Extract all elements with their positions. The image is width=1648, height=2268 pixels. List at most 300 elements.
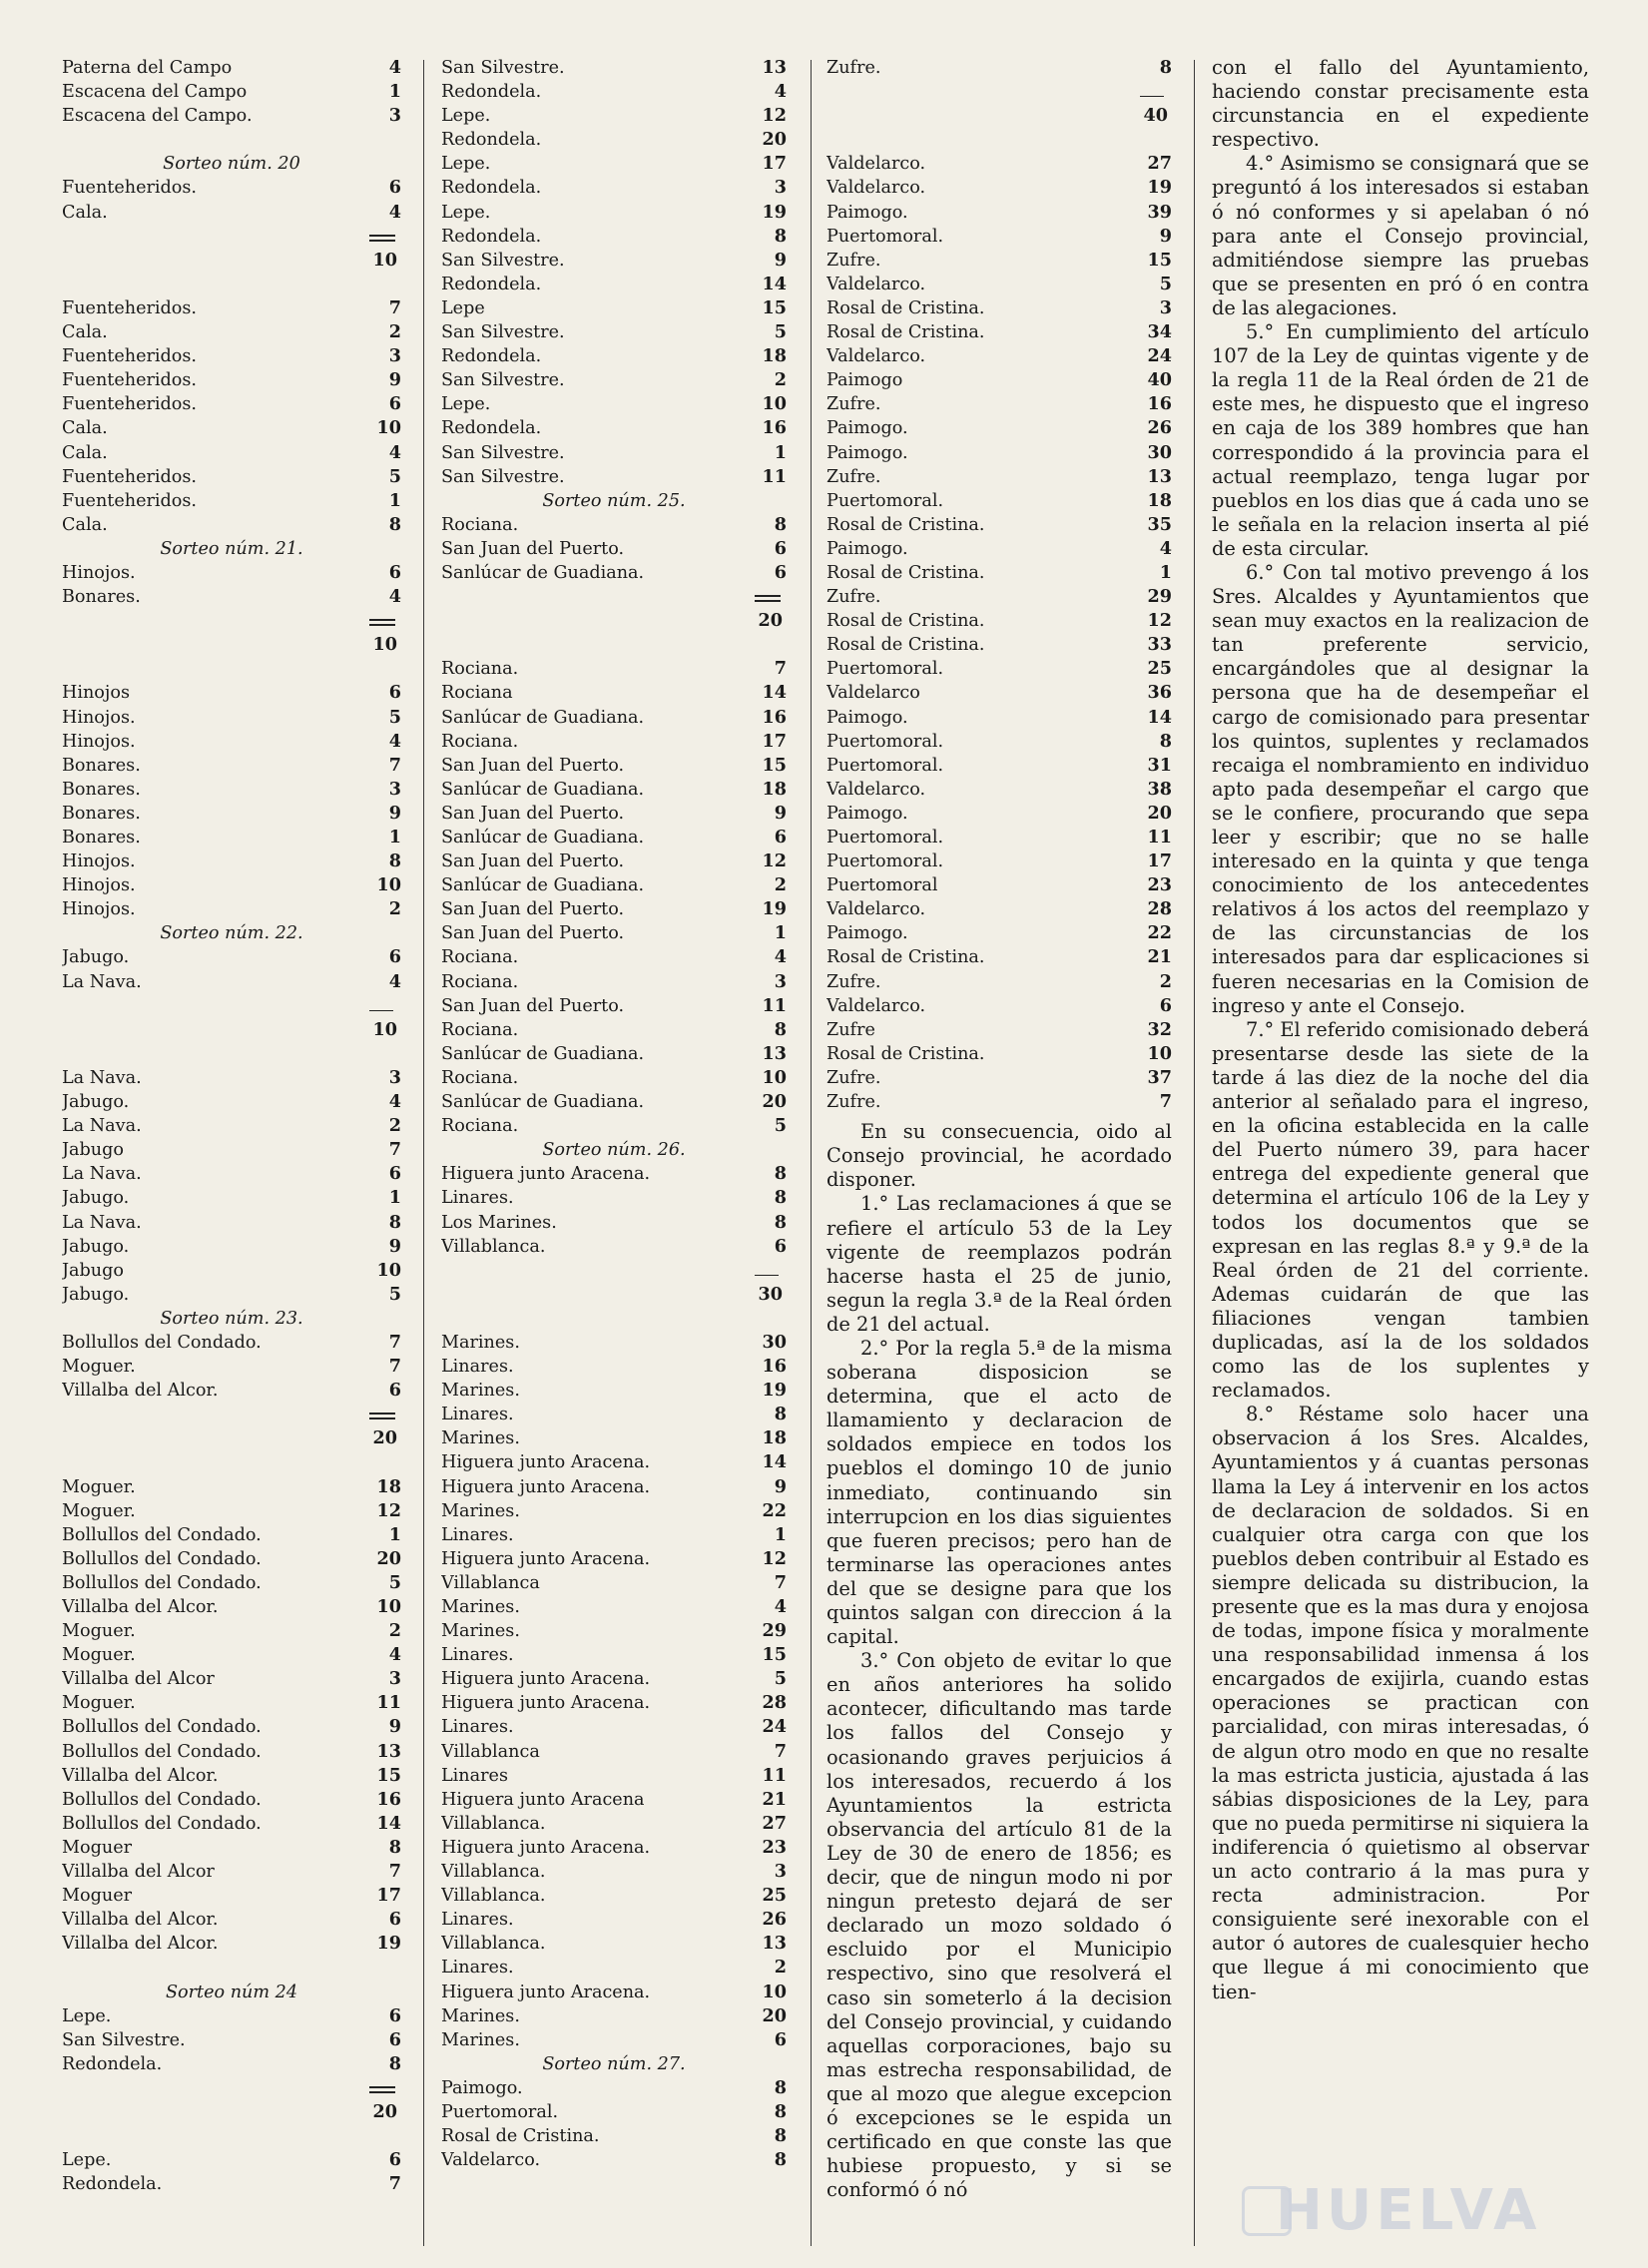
list-item bbox=[441, 561, 787, 585]
town-name: Paimogo bbox=[826, 370, 903, 391]
list-item bbox=[826, 561, 1172, 585]
draw-number: 5 bbox=[388, 706, 401, 728]
town-name: Fuenteheridos. bbox=[62, 394, 198, 415]
draw-number: 11 bbox=[1147, 827, 1172, 848]
town-name: Paimogo. bbox=[826, 707, 908, 728]
draw-number: 28 bbox=[1147, 898, 1172, 920]
list-item bbox=[62, 344, 401, 368]
list-item bbox=[62, 1283, 401, 1307]
town-name: La Nava. bbox=[62, 971, 142, 992]
double-rule-mark bbox=[755, 595, 781, 602]
draw-number: 19 bbox=[376, 1933, 401, 1955]
town-name: Moguer. bbox=[62, 1476, 136, 1497]
draw-number: 1 bbox=[388, 1523, 401, 1545]
list-item bbox=[62, 2172, 401, 2196]
draw-number: 6 bbox=[388, 1380, 401, 1402]
draw-number: 15 bbox=[376, 1764, 401, 1786]
draw-number: 6 bbox=[388, 2004, 401, 2026]
list-item bbox=[441, 273, 787, 296]
draw-number: 12 bbox=[762, 850, 787, 872]
sorteo-heading: Sorteo núm. 26. bbox=[542, 1140, 686, 1161]
town-name: Zufre. bbox=[826, 466, 881, 487]
town-name: Bollullos del Condado. bbox=[62, 1813, 262, 1834]
draw-number: 13 bbox=[762, 1042, 787, 1064]
town-name: Hinojos. bbox=[62, 731, 136, 752]
list-item bbox=[441, 1090, 787, 1114]
draw-number: 7 bbox=[774, 1740, 787, 1762]
list-item bbox=[62, 1379, 401, 1403]
list-item bbox=[62, 778, 401, 802]
town-name: Valdelarco. bbox=[826, 346, 926, 367]
list-item bbox=[441, 897, 787, 921]
draw-number: 6 bbox=[388, 177, 401, 199]
town-name: Fuenteheridos. bbox=[62, 490, 198, 511]
draw-number: 6 bbox=[774, 827, 787, 848]
draw-number: 9 bbox=[774, 1475, 787, 1497]
draw-number: 4 bbox=[388, 1644, 401, 1666]
draw-number: 13 bbox=[376, 1740, 401, 1762]
town-name: San Juan del Puerto. bbox=[441, 923, 625, 944]
list-item bbox=[441, 1740, 787, 1764]
draw-number: 26 bbox=[1147, 417, 1172, 439]
list-item bbox=[826, 706, 1172, 730]
list-item bbox=[62, 1523, 401, 1547]
draw-number: 9 bbox=[774, 249, 787, 271]
list-item bbox=[441, 994, 787, 1018]
town-name: Higuera junto Aracena. bbox=[441, 1452, 651, 1473]
town-name: Bollullos del Condado. bbox=[62, 1572, 262, 1593]
list-item bbox=[826, 921, 1172, 945]
town-name: Bollullos del Condado. bbox=[62, 1717, 262, 1738]
town-name: San Silvestre. bbox=[441, 250, 565, 271]
town-name: Higuera junto Aracena. bbox=[441, 1164, 651, 1185]
list-item bbox=[441, 1981, 787, 2004]
dash-rule-mark bbox=[369, 1010, 393, 1011]
list-item bbox=[441, 681, 787, 705]
list-item bbox=[62, 2052, 401, 2076]
list-item bbox=[441, 152, 787, 176]
town-name: Paimogo. bbox=[441, 2077, 523, 2098]
list-item bbox=[441, 176, 787, 200]
draw-number: 10 bbox=[762, 393, 787, 415]
town-name: Redondela. bbox=[441, 178, 542, 199]
town-name: Fuenteheridos. bbox=[62, 370, 198, 391]
draw-number: 5 bbox=[388, 1571, 401, 1593]
list-item bbox=[441, 1788, 787, 1812]
town-name: Hinojos. bbox=[62, 899, 136, 920]
list-item bbox=[826, 1066, 1172, 1090]
town-name: Puertomoral. bbox=[826, 731, 944, 752]
draw-number: 6 bbox=[774, 2028, 787, 2050]
draw-number: 18 bbox=[762, 778, 787, 800]
spacer bbox=[62, 1450, 401, 1474]
town-name: Bonares. bbox=[62, 803, 141, 824]
draw-number: 2 bbox=[774, 1957, 787, 1979]
town-name: Puertomoral. bbox=[826, 226, 944, 247]
sorteo-heading: Sorteo núm. 25. bbox=[542, 490, 686, 511]
paragraph: 5.° En cumplimiento del artículo 107 de la Ley de quintas vigente y de la regla 11 de la Real órden de 21 de este mes, he dispuesto que el ingreso en caja de los 389 hombres que han correspondido á la provincia para el actual reemplazo, tenga lugar por pueblos en los dias que á cada uno se le señala en la relacion inserta al pié de esta circular. bbox=[1212, 320, 1589, 560]
list-item bbox=[441, 1403, 787, 1426]
town-name: Sanlúcar de Guadiana. bbox=[441, 562, 645, 583]
list-item bbox=[62, 1884, 401, 1908]
list-item bbox=[62, 1619, 401, 1643]
draw-number: 11 bbox=[762, 465, 787, 487]
town-name: Marines. bbox=[441, 1621, 520, 1642]
list-item bbox=[826, 826, 1172, 850]
draw-number: 8 bbox=[774, 2076, 787, 2098]
draw-number: 1 bbox=[774, 441, 787, 463]
town-name: Linares. bbox=[441, 1958, 514, 1979]
draw-number: 6 bbox=[388, 2028, 401, 2050]
list-item bbox=[441, 392, 787, 416]
draw-number: 32 bbox=[1147, 1018, 1172, 1040]
double-rule-mark bbox=[369, 1413, 395, 1419]
draw-number: 16 bbox=[1147, 393, 1172, 415]
town-name: Lepe. bbox=[441, 202, 491, 223]
dash-rule bbox=[62, 994, 401, 1018]
draw-number: 5 bbox=[388, 1283, 401, 1305]
list-item bbox=[826, 994, 1172, 1018]
draw-number: 34 bbox=[1147, 321, 1172, 343]
town-name: San Juan del Puerto. bbox=[441, 803, 625, 824]
town-name: Rosal de Cristina. bbox=[826, 611, 985, 632]
town-name: Redondela. bbox=[441, 226, 542, 247]
town-name: Bonares. bbox=[62, 828, 141, 848]
list-item bbox=[62, 897, 401, 921]
town-name: Bonares. bbox=[62, 587, 141, 608]
paragraph: 3.° Con objeto de evitar lo que en años anteriores ha solido acontecer, dificultando mas tarde los fallos del Consejo y ocasionando graves perjuicios á los interesados, recuerdo á los Ayuntamientos la estricta observancia del artículo 81 de la Ley de 30 de enero de 1856; es decir, que de ningun modo ni por ningun pretesto dejará de ser declarado un mozo soldado ó escluido por el Municipio respectivo, sino que resolverá el caso sin someterlo á la decision del Consejo provincial, y cuidando aquellas corporaciones, bajo su mas estrecha responsabilidad, de que al mozo que alegue excepcion ó excepciones se le espida un certificado en que conste las que hubiese propuesto, y si se conformó ó nó bbox=[826, 1649, 1172, 2202]
list-item bbox=[62, 970, 401, 994]
list-item bbox=[62, 2148, 401, 2172]
list-item bbox=[441, 128, 787, 152]
town-name: Escacena del Campo. bbox=[62, 106, 253, 127]
draw-number: 12 bbox=[762, 1547, 787, 1569]
town-name: Hinojos. bbox=[62, 851, 136, 872]
town-name: Marines. bbox=[441, 1332, 520, 1353]
town-name: San Silvestre. bbox=[441, 58, 565, 78]
town-name: Sanlúcar de Guadiana. bbox=[441, 875, 645, 896]
town-name: Lepe. bbox=[62, 2005, 112, 2026]
list-item bbox=[441, 850, 787, 873]
list-item bbox=[62, 561, 401, 585]
list-item bbox=[62, 392, 401, 416]
draw-number: 8 bbox=[1159, 730, 1172, 752]
town-name: Moguer. bbox=[62, 1621, 136, 1642]
town-name: Fuenteheridos. bbox=[62, 178, 198, 199]
draw-number: 6 bbox=[388, 2149, 401, 2171]
spacer bbox=[62, 1042, 401, 1066]
list-item bbox=[62, 1595, 401, 1619]
list-item bbox=[62, 465, 401, 489]
draw-number: 6 bbox=[388, 946, 401, 968]
list-item bbox=[441, 1571, 787, 1595]
draw-number: 8 bbox=[388, 1211, 401, 1233]
list-item bbox=[826, 56, 1172, 80]
list-item bbox=[441, 730, 787, 754]
list-item bbox=[62, 1691, 401, 1715]
draw-number: 18 bbox=[762, 345, 787, 367]
list-item bbox=[826, 633, 1172, 657]
draw-number: 1 bbox=[388, 827, 401, 848]
draw-number: 7 bbox=[388, 1861, 401, 1883]
town-name: Villalba del Alcor bbox=[62, 1669, 215, 1690]
town-name: Paimogo. bbox=[826, 442, 908, 463]
draw-number: 22 bbox=[1147, 922, 1172, 944]
list-item bbox=[62, 1740, 401, 1764]
town-name: Hinojos bbox=[62, 683, 130, 704]
list-item bbox=[826, 249, 1172, 273]
town-name: Valdelarco. bbox=[826, 899, 926, 920]
town-name: Bollullos del Condado. bbox=[62, 1789, 262, 1810]
town-name: Rociana. bbox=[441, 731, 519, 752]
sorteo-total: 20 bbox=[372, 2100, 397, 2122]
list-item bbox=[441, 1547, 787, 1571]
town-name: Cala. bbox=[62, 418, 108, 439]
draw-number: 35 bbox=[1147, 513, 1172, 535]
sorteo-total: 30 bbox=[758, 1283, 783, 1305]
town-name: Jabugo bbox=[62, 1140, 124, 1161]
town-name: Rosal de Cristina. bbox=[826, 562, 985, 583]
draw-number: 3 bbox=[388, 345, 401, 367]
draw-number: 13 bbox=[762, 1933, 787, 1955]
town-name: Bollullos del Condado. bbox=[62, 1524, 262, 1545]
town-name: Marines. bbox=[441, 1500, 520, 1521]
list-item bbox=[441, 1595, 787, 1619]
list-item bbox=[441, 104, 787, 128]
list-item bbox=[441, 1235, 787, 1259]
list-item bbox=[62, 1066, 401, 1090]
draw-number: 26 bbox=[762, 1909, 787, 1931]
spacer bbox=[62, 273, 401, 296]
draw-number: 3 bbox=[774, 177, 787, 199]
list-item bbox=[826, 970, 1172, 994]
list-item bbox=[62, 104, 401, 128]
town-name: Rosal de Cristina. bbox=[826, 297, 985, 318]
list-item bbox=[826, 802, 1172, 826]
draw-number: 6 bbox=[388, 393, 401, 415]
list-item bbox=[62, 80, 401, 104]
town-name: Rociana. bbox=[441, 1116, 519, 1137]
draw-number: 6 bbox=[388, 1163, 401, 1185]
town-name: Fuenteheridos. bbox=[62, 466, 198, 487]
list-item bbox=[441, 1619, 787, 1643]
spacer bbox=[62, 2124, 401, 2148]
list-item bbox=[441, 1331, 787, 1355]
double-rule bbox=[62, 2076, 401, 2100]
list-item bbox=[441, 368, 787, 392]
list-item bbox=[62, 850, 401, 873]
town-name: Higuera junto Aracena. bbox=[441, 1669, 651, 1690]
sorteo-total: 10 bbox=[372, 1018, 397, 1040]
sorteo-total: 20 bbox=[372, 1427, 397, 1449]
draw-number: 7 bbox=[388, 1356, 401, 1378]
draw-number: 3 bbox=[774, 970, 787, 992]
list-item bbox=[62, 1932, 401, 1956]
draw-number: 5 bbox=[774, 1115, 787, 1137]
list-item bbox=[826, 441, 1172, 465]
list-item bbox=[62, 1764, 401, 1788]
draw-number: 9 bbox=[1159, 225, 1172, 247]
list-item bbox=[441, 201, 787, 225]
draw-number: 38 bbox=[1147, 778, 1172, 800]
dash-rule bbox=[826, 80, 1172, 104]
town-name: Zufre. bbox=[826, 1067, 881, 1088]
town-name: Bollullos del Condado. bbox=[62, 1741, 262, 1762]
town-name: Hinojos. bbox=[62, 875, 136, 896]
draw-number: 10 bbox=[376, 1596, 401, 1617]
paragraph: 2.° Por la regla 5.ª de la misma soberana disposicion se determina, que el acto de llamamiento y declaracion de soldados empiece en todos los pueblos el domingo 10 de junio inmediato, continuando sin interrupcion en los dias siguientes que fueren precisos; pero han de terminarse las operaciones antes del que se designe para que los quintos salgan con direccion á la capital. bbox=[826, 1336, 1172, 1649]
town-name: Sanlúcar de Guadiana. bbox=[441, 1043, 645, 1064]
list-item bbox=[826, 392, 1172, 416]
draw-number: 10 bbox=[376, 417, 401, 439]
list-item bbox=[441, 754, 787, 778]
list-item bbox=[826, 850, 1172, 873]
draw-number: 8 bbox=[774, 1404, 787, 1425]
town-name: Villalba del Alcor. bbox=[62, 1597, 219, 1617]
town-name: Marines. bbox=[441, 1428, 520, 1449]
town-name: Zufre. bbox=[826, 58, 881, 78]
list-item bbox=[62, 176, 401, 200]
draw-number: 8 bbox=[388, 2052, 401, 2074]
town-name: Moguer bbox=[62, 1837, 133, 1858]
draw-number: 4 bbox=[388, 730, 401, 752]
draw-number: 10 bbox=[376, 1259, 401, 1281]
draw-number: 15 bbox=[762, 754, 787, 776]
town-name: San Silvestre. bbox=[441, 442, 565, 463]
list-item bbox=[62, 441, 401, 465]
town-name: Cala. bbox=[62, 322, 108, 343]
draw-number: 1 bbox=[774, 922, 787, 944]
draw-number: 20 bbox=[376, 1547, 401, 1569]
list-item bbox=[826, 657, 1172, 681]
draw-number: 23 bbox=[762, 1836, 787, 1858]
town-name: Moguer. bbox=[62, 1500, 136, 1521]
spacer bbox=[441, 1307, 787, 1331]
draw-number: 1 bbox=[388, 81, 401, 103]
town-name: Villablanca. bbox=[441, 1934, 546, 1955]
list-item bbox=[62, 1547, 401, 1571]
draw-list-column-3-entries bbox=[826, 56, 1172, 1114]
list-item bbox=[826, 897, 1172, 921]
draw-number: 19 bbox=[762, 898, 787, 920]
draw-number: 4 bbox=[388, 586, 401, 608]
list-item bbox=[62, 1643, 401, 1667]
draw-number: 25 bbox=[762, 1885, 787, 1907]
draw-number: 8 bbox=[388, 1836, 401, 1858]
town-name: Jabugo. bbox=[62, 1284, 130, 1305]
town-name: San Silvestre. bbox=[441, 370, 565, 391]
list-item bbox=[62, 201, 401, 225]
town-name: Moguer. bbox=[62, 1645, 136, 1666]
draw-number: 11 bbox=[762, 1764, 787, 1786]
list-item bbox=[826, 513, 1172, 537]
town-name: Linares. bbox=[441, 1188, 514, 1209]
list-item bbox=[441, 1523, 787, 1547]
list-item bbox=[826, 368, 1172, 392]
list-item bbox=[826, 585, 1172, 609]
town-name: Paimogo. bbox=[826, 923, 908, 944]
list-item bbox=[62, 489, 401, 513]
town-name: Higuera junto Aracena. bbox=[441, 1982, 651, 2002]
list-item bbox=[826, 537, 1172, 561]
draw-number: 30 bbox=[762, 1331, 787, 1353]
town-name: Redondela. bbox=[441, 346, 542, 367]
draw-number: 33 bbox=[1147, 634, 1172, 656]
town-name: Paterna del Campo bbox=[62, 58, 233, 78]
list-item bbox=[441, 1884, 787, 1908]
list-item bbox=[441, 1426, 787, 1450]
list-item bbox=[62, 1499, 401, 1523]
draw-number: 2 bbox=[388, 898, 401, 920]
paragraph: 6.° Con tal motivo prevengo á los Sres. Alcaldes y Ayuntamientos que sean muy exactos en la realizacion de tan preferente servicio, encargándoles que al designar la persona que ha de desempeñar el cargo de comisionado para presentar los quintos, suplentes y reclamados recaiga el nombramiento en individuo apto pada desempeñar el cargo que se le confiere, procurando que sepa leer y escribir; que no se halle interesado en la quinta y que tenga conocimiento de los antecedentes relativos á los actos del reemplazo y de las circunstancias de los interesados para dar esplicaciones si fueren necesarias en la Comision de ingreso y ante el Consejo. bbox=[1212, 560, 1589, 1017]
draw-number: 4 bbox=[774, 1596, 787, 1617]
town-name: Paimogo. bbox=[826, 538, 908, 559]
list-item bbox=[441, 778, 787, 802]
town-name: Zufre. bbox=[826, 250, 881, 271]
list-item bbox=[62, 681, 401, 705]
sorteo-heading: Sorteo núm 24 bbox=[165, 1982, 298, 2002]
draw-number: 8 bbox=[774, 2100, 787, 2122]
draw-number: 19 bbox=[1147, 177, 1172, 199]
double-rule-mark bbox=[369, 2086, 395, 2093]
list-item bbox=[826, 1018, 1172, 1042]
draw-number: 7 bbox=[388, 1331, 401, 1353]
list-item bbox=[441, 1956, 787, 1980]
draw-number: 8 bbox=[774, 1163, 787, 1185]
list-item bbox=[62, 1186, 401, 1210]
spacer bbox=[62, 657, 401, 681]
draw-number: 5 bbox=[774, 321, 787, 343]
town-name: Jabugo bbox=[62, 1260, 124, 1281]
draw-number: 3 bbox=[1159, 296, 1172, 318]
draw-number: 20 bbox=[1147, 802, 1172, 824]
list-item bbox=[441, 2004, 787, 2028]
town-name: Higuera junto Aracena. bbox=[441, 1693, 651, 1714]
double-rule bbox=[62, 1403, 401, 1426]
column-rule bbox=[1194, 60, 1195, 2246]
archive-watermark: HUELVA bbox=[1276, 2178, 1541, 2243]
town-name: Valdelarco. bbox=[826, 779, 926, 800]
draw-number: 3 bbox=[388, 1066, 401, 1088]
town-name: Bonares. bbox=[62, 755, 141, 776]
list-item bbox=[826, 201, 1172, 225]
draw-number: 30 bbox=[1147, 441, 1172, 463]
list-item bbox=[441, 802, 787, 826]
list-item bbox=[826, 465, 1172, 489]
draw-number: 2 bbox=[774, 874, 787, 896]
draw-number: 16 bbox=[762, 417, 787, 439]
draw-number: 15 bbox=[762, 296, 787, 318]
town-name: Valdelarco. bbox=[826, 995, 926, 1016]
town-name: Rosal de Cristina. bbox=[826, 514, 985, 535]
list-item bbox=[62, 1114, 401, 1138]
town-name: Puertomoral. bbox=[826, 490, 944, 511]
draw-number: 16 bbox=[376, 1788, 401, 1810]
town-name: Rosal de Cristina. bbox=[826, 1043, 985, 1064]
town-name: San Juan del Puerto. bbox=[441, 899, 625, 920]
town-name: Villalba del Alcor. bbox=[62, 1934, 219, 1955]
town-name: Villalba del Alcor. bbox=[62, 1910, 219, 1931]
list-item bbox=[441, 1932, 787, 1956]
list-item bbox=[62, 1715, 401, 1739]
town-name: La Nava. bbox=[62, 1116, 142, 1137]
draw-number: 9 bbox=[388, 1235, 401, 1257]
draw-number: 9 bbox=[774, 802, 787, 824]
draw-number: 4 bbox=[388, 1091, 401, 1113]
draw-number: 8 bbox=[388, 850, 401, 872]
list-item bbox=[441, 1450, 787, 1474]
list-item bbox=[826, 344, 1172, 368]
